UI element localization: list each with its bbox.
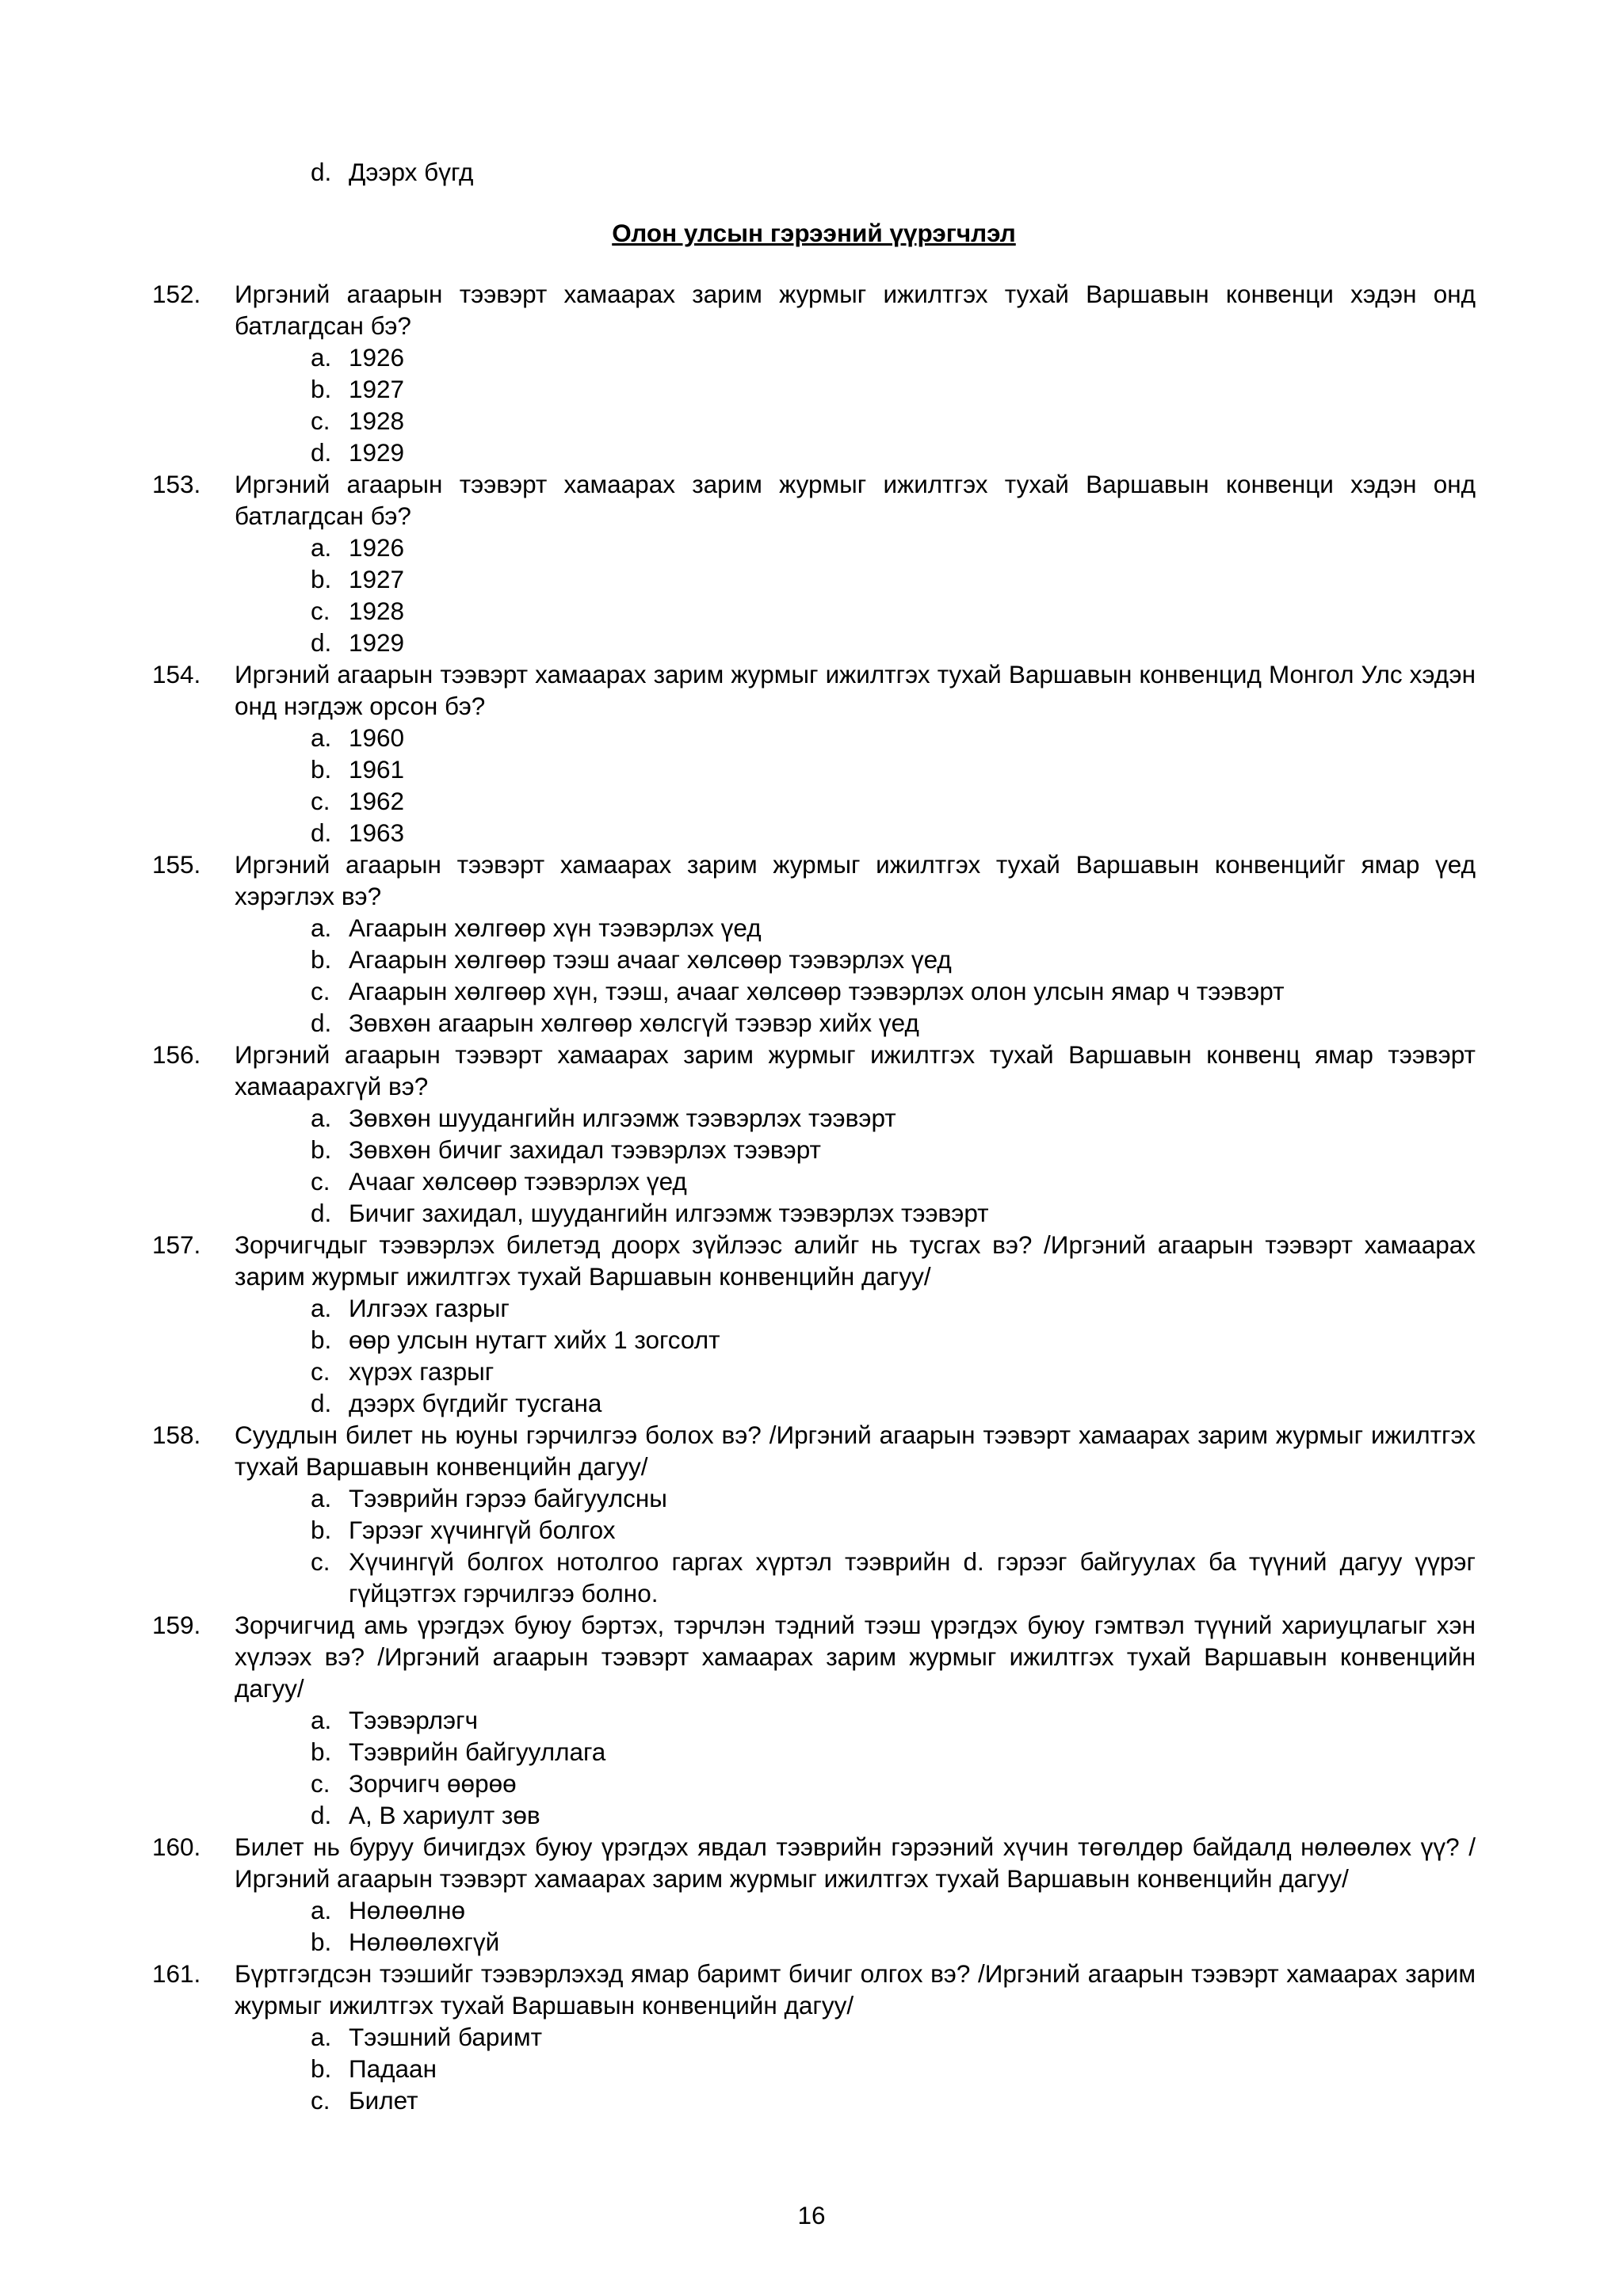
question-text: Иргэний агаарын тээвэрт хамаарах зарим журмыг ижилтгэх тухай Варшавын конвенци хэдэн онд батлагдсан бэ?: [235, 470, 1476, 530]
option-text: 1927: [349, 375, 405, 403]
option-text: Зорчигч өөрөө: [349, 1769, 517, 1798]
option-text: Хүчингүй болгох нотолгоо гаргах хүртэл тээврийн d. гэрээг байгуулах ба түүний дагуу үүрэг гүйцэтгэх гэрчилгээ болно.: [349, 1547, 1476, 1608]
option-label: c.: [311, 1547, 330, 1576]
question-number: 161.: [152, 1959, 201, 1988]
option-item: [152, 1768, 1476, 1799]
option-item: [152, 341, 1476, 373]
option-item: [152, 1546, 1476, 1609]
question-156: [152, 1039, 1476, 1102]
option-label: b.: [311, 1737, 332, 1766]
question-text: Зорчигчдыг тээвэрлэх билетэд доорх зүйлээс алийг нь тусгах вэ? /Иргэний агаарын тээвэрт хамаарах зарим журмыг ижилтгэх тухай Варшавын конвенцийн дагуу/: [235, 1230, 1476, 1291]
question-text: Билет нь буруу бичигдэх буюу үрэгдэх явдал тээврийн гэрээний хүчин төгөлдөр байдалд нөлөөлөх үү? /Иргэний агаарын тээвэрт хамаарах зарим журмыг ижилтгэх тухай Варшавын конвенцийн дагуу/: [235, 1833, 1476, 1893]
option-label: c.: [311, 1357, 330, 1386]
option-label: d.: [311, 628, 332, 657]
question-158: [152, 1419, 1476, 1482]
option-item: [152, 722, 1476, 753]
option-text: Дээрх бүгд: [349, 158, 474, 186]
option-text: өөр улсын нутагт хийх 1 зогсолт: [349, 1325, 720, 1354]
page-content: [152, 156, 1476, 2116]
option-label: d.: [311, 158, 332, 186]
question-text: Суудлын билет нь юуны гэрчилгээ болох вэ? /Иргэний агаарын тээвэрт хамаарах зарим журмыг ижилтгэх тухай Варшавын конвенцийн дагуу/: [235, 1421, 1476, 1481]
question-161: [152, 1958, 1476, 2021]
question-number: 154.: [152, 660, 201, 688]
option-label: d.: [311, 818, 332, 847]
option-text: хүрэх газрыг: [349, 1357, 495, 1386]
option-text: Зөвхөн шуудангийн илгээмж тээвэрлэх тээвэрт: [349, 1104, 896, 1132]
option-text: 1929: [349, 438, 405, 467]
option-text: 1928: [349, 597, 405, 625]
option-item: [152, 532, 1476, 563]
option-label: b.: [311, 565, 332, 593]
question-text: Иргэний агаарын тээвэрт хамаарах зарим журмыг ижилтгэх тухай Варшавын конвенцийг ямар үед хэрэглэх вэ?: [235, 850, 1476, 910]
option-label: b.: [311, 945, 332, 974]
option-item: [152, 1324, 1476, 1356]
option-label: c.: [311, 2086, 330, 2115]
option-label: b.: [311, 755, 332, 784]
option-label: a.: [311, 1294, 332, 1322]
option-text: 1960: [349, 723, 405, 752]
question-152: [152, 278, 1476, 341]
option-item: [152, 1197, 1476, 1229]
option-item: [152, 1387, 1476, 1419]
option-label: c.: [311, 977, 330, 1005]
option-item: [152, 1007, 1476, 1039]
option-item: [152, 944, 1476, 975]
question-154: [152, 658, 1476, 722]
question-text: Зорчигчид амь үрэгдэх буюу бэртэх, тэрчлэн тэдний тээш үрэгдэх буюу гэмтвэл түүний хариуцлагыг хэн хүлээх вэ? /Иргэний агаарын тээвэрт хамаарах зарим журмыг ижилтгэх тухай Варшавын конвенцийн дагуу/: [235, 1611, 1476, 1703]
option-item: [152, 1102, 1476, 1134]
option-label: d.: [311, 438, 332, 467]
section-heading: Олон улсын гэрээний үүрэгчлэл: [612, 219, 1016, 247]
option-item: [152, 1926, 1476, 1958]
option-text: Тээврийн гэрээ байгуулсны: [349, 1484, 667, 1512]
option-item: [152, 753, 1476, 785]
option-text: 1926: [349, 533, 405, 562]
option-label: c.: [311, 787, 330, 815]
option-item: [152, 595, 1476, 627]
option-text: 1927: [349, 565, 405, 593]
option-label: b.: [311, 2054, 332, 2083]
option-text: Бичиг захидал, шуудангийн илгээмж тээвэрлэх тээвэрт: [349, 1199, 989, 1227]
option-item: [152, 1514, 1476, 1546]
option-label: a.: [311, 343, 332, 372]
option-text: Агаарын хөлгөөр тээш ачааг хөлсөөр тээвэрлэх үед: [349, 945, 952, 974]
option-text: 1929: [349, 628, 405, 657]
option-item: [152, 1165, 1476, 1197]
question-number: 160.: [152, 1833, 201, 1861]
question-number: 158.: [152, 1421, 201, 1449]
option-label: c.: [311, 1167, 330, 1196]
question-number: 159.: [152, 1611, 201, 1639]
question-text: Бүртгэгдсэн тээшийг тээвэрлэхэд ямар баримт бичиг олгох вэ? /Иргэний агаарын тээвэрт хамаарах зарим журмыг ижилтгэх тухай Варшавын конвенцийн дагуу/: [235, 1959, 1476, 2019]
question-number: 153.: [152, 470, 201, 498]
option-text: Илгээх газрыг: [349, 1294, 510, 1322]
option-item: [152, 2021, 1476, 2053]
question-list: [152, 278, 1476, 2116]
option-item: [152, 2084, 1476, 2116]
option-item: [152, 1482, 1476, 1514]
option-label: b.: [311, 1516, 332, 1544]
question-number: 155.: [152, 850, 201, 879]
option-item: [152, 817, 1476, 849]
option-item: [152, 975, 1476, 1007]
option-text: Гэрээг хүчингүй болгох: [349, 1516, 616, 1544]
option-item: [152, 1736, 1476, 1768]
option-text: 1962: [349, 787, 405, 815]
option-item: [152, 1894, 1476, 1926]
option-text: Нөлөөлнө: [349, 1896, 465, 1924]
option-item: [152, 1704, 1476, 1736]
option-text: Зөвхөн агаарын хөлгөөр хөлсгүй тээвэр хийх үед: [349, 1009, 919, 1037]
question-text: Иргэний агаарын тээвэрт хамаарах зарим журмыг ижилтгэх тухай Варшавын конвенци хэдэн онд батлагдсан бэ?: [235, 280, 1476, 340]
option-item: [152, 627, 1476, 658]
option-item: [152, 785, 1476, 817]
option-label: a.: [311, 1484, 332, 1512]
option-label: a.: [311, 1896, 332, 1924]
option-label: a.: [311, 2023, 332, 2051]
option-label: b.: [311, 1135, 332, 1164]
option-label: a.: [311, 533, 332, 562]
option-text: 1963: [349, 818, 405, 847]
option-text: дээрх бүгдийг тусгана: [349, 1389, 602, 1417]
option-text: Нөлөөлөхгүй: [349, 1928, 500, 1956]
question-159: [152, 1609, 1476, 1704]
option-label: a.: [311, 1104, 332, 1132]
option-label: d.: [311, 1199, 332, 1227]
option-text: Зөвхөн бичиг захидал тээвэрлэх тээвэрт: [349, 1135, 821, 1164]
option-label: c.: [311, 1769, 330, 1798]
option-text: Падаан: [349, 2054, 437, 2083]
option-text: А, В хариулт зөв: [349, 1801, 540, 1829]
option-text: Агаарын хөлгөөр хүн тээвэрлэх үед: [349, 913, 762, 942]
option-text: Агаарын хөлгөөр хүн, тээш, ачааг хөлсөөр тээвэрлэх олон улсын ямар ч тээвэрт: [349, 977, 1285, 1005]
question-160: [152, 1831, 1476, 1894]
question-number: 156.: [152, 1040, 201, 1069]
option-label: a.: [311, 1706, 332, 1734]
option-item: [152, 437, 1476, 468]
option-item: [152, 1799, 1476, 1831]
option-label: b.: [311, 375, 332, 403]
option-label: d.: [311, 1389, 332, 1417]
question-157: [152, 1229, 1476, 1292]
option-label: b.: [311, 1928, 332, 1956]
option-text: 1926: [349, 343, 405, 372]
option-label: d.: [311, 1009, 332, 1037]
page-number: 16: [797, 2201, 826, 2229]
option-label: a.: [311, 913, 332, 942]
option-item: [152, 1356, 1476, 1387]
option-text: Тээврийн байгууллага: [349, 1737, 606, 1766]
option-label: c.: [311, 597, 330, 625]
option-item: [152, 1292, 1476, 1324]
option-label: d.: [311, 1801, 332, 1829]
option-text: 1961: [349, 755, 405, 784]
option-item: [152, 373, 1476, 405]
option-item: [152, 912, 1476, 944]
option-text: Тээвэрлэгч: [349, 1706, 478, 1734]
option-text: Ачааг хөлсөөр тээвэрлэх үед: [349, 1167, 687, 1196]
question-155: [152, 849, 1476, 912]
question-153: [152, 468, 1476, 532]
question-number: 152.: [152, 280, 201, 308]
option-item: [152, 405, 1476, 437]
option-item: [152, 156, 1476, 188]
question-text: Иргэний агаарын тээвэрт хамаарах зарим журмыг ижилтгэх тухай Варшавын конвенц ямар тээвэрт хамаарахгүй вэ?: [235, 1040, 1476, 1100]
option-label: a.: [311, 723, 332, 752]
option-text: Билет: [349, 2086, 418, 2115]
option-item: [152, 563, 1476, 595]
option-item: [152, 2053, 1476, 2084]
option-text: 1928: [349, 406, 405, 435]
question-number: 157.: [152, 1230, 201, 1259]
option-label: c.: [311, 406, 330, 435]
option-label: b.: [311, 1325, 332, 1354]
option-item: [152, 1134, 1476, 1165]
question-text: Иргэний агаарын тээвэрт хамаарах зарим журмыг ижилтгэх тухай Варшавын конвенцид Монгол Улс хэдэн онд нэгдэж орсон бэ?: [235, 660, 1476, 720]
option-text: Тээшний баримт: [349, 2023, 543, 2051]
